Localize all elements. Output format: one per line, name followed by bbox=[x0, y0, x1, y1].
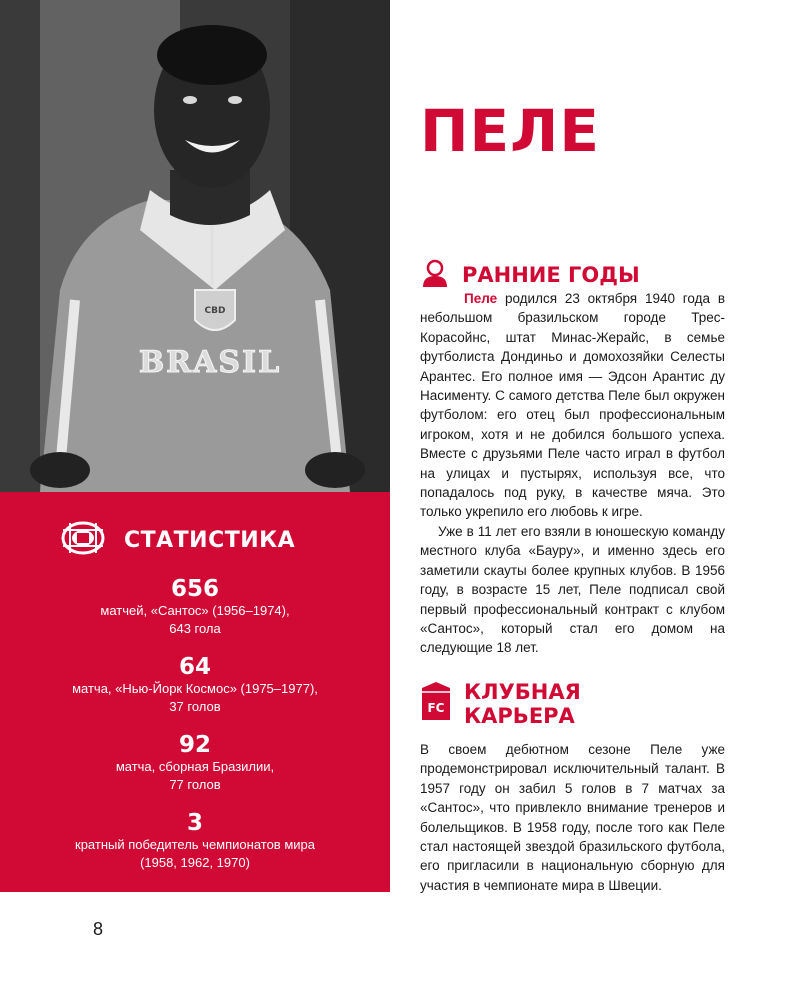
stat-desc-line2: 37 голов bbox=[169, 699, 221, 714]
stat-item bbox=[0, 654, 390, 716]
page-number: 8 bbox=[93, 919, 104, 939]
stats-panel bbox=[0, 492, 390, 892]
badge-text: CBD bbox=[204, 306, 226, 316]
club-career-title-line1: КЛУБНАЯ bbox=[464, 680, 581, 704]
stat-desc-line1: матча, «Нью-Йорк Космос» (1975–1977), bbox=[72, 681, 318, 696]
club-career-paragraph: В своем дебютном сезоне Пеле уже продемонстрировал исключительный талант. В 1957 году он забил 5 голов в 7 матчах за «Сантос», что привлекло внимание тренеров и болельщиков. В 1958 году, после того как Пеле стал настоящей звездой бразильского футбола, его пригласили в национальную сборную для участия в чемпионате мира в Швеции. bbox=[420, 742, 725, 893]
stat-desc-line1: матчей, «Сантос» (1956–1974), bbox=[100, 603, 290, 618]
stat-desc-line2: 77 голов bbox=[169, 777, 221, 792]
early-years-paragraph1: родился 23 октября 1940 года в небольшом бразильском городе Трес-Корасойнс, штат Минас-Жерайс, в семье футболиста Дондиньо и домохозяйки Селесты Арантес. Его полное имя — Эдсон Арантис ду Насименту. С самого детства Пеле был окружен футболом: его отец был профессиональным игроком, хотя и не добился большого успеха. Вместе с друзьями Пеле часто играл в футбол на улицах и пустырях, используя все, что попадалось под руку, в качестве мяча. Это только укрепило его любовь к игре. bbox=[420, 291, 725, 520]
stat-number: 656 bbox=[170, 576, 219, 602]
stat-desc-line1: матча, сборная Бразилии, bbox=[115, 759, 275, 774]
stat-number: 64 bbox=[178, 654, 211, 680]
club-career-header bbox=[420, 680, 581, 728]
stats-header bbox=[60, 518, 295, 562]
stat-item bbox=[0, 810, 390, 872]
early-years-paragraph2: Уже в 11 лет его взяли в юношескую команду местного клуба «Бауру», и именно здесь его заметили скауты более крупных клубов. В 1956 году, в возрасте 15 лет, Пеле подписал свой первый профессиональный контракт с клубом «Сантос», который стал его домом на следующие 18 лет. bbox=[420, 523, 725, 656]
stat-item bbox=[0, 576, 390, 638]
stadium-icon bbox=[60, 518, 106, 562]
stats-title: СТАТИСТИКА bbox=[124, 527, 296, 553]
stat-desc-line1: кратный победитель чемпионатов мира bbox=[75, 837, 315, 852]
club-career-title-line2: КАРЬЕРА bbox=[464, 704, 575, 728]
shirt-text: BRASIL bbox=[138, 345, 282, 380]
person-icon bbox=[420, 258, 450, 292]
page-title: ПЕЛЕ bbox=[420, 97, 600, 165]
stat-item bbox=[0, 732, 390, 794]
stat-desc-line2: (1958, 1962, 1970) bbox=[140, 855, 250, 870]
stat-number: 3 bbox=[186, 810, 203, 836]
fc-icon-text: FC bbox=[427, 701, 445, 715]
stat-desc-line2: 643 гола bbox=[169, 621, 221, 636]
highlight-name: Пеле bbox=[464, 291, 498, 306]
club-career-text bbox=[420, 740, 725, 895]
early-years-title: РАННИЕ ГОДЫ bbox=[462, 263, 640, 287]
early-years-header bbox=[420, 258, 640, 292]
early-years-text bbox=[420, 289, 725, 658]
fc-pennant-icon bbox=[420, 682, 452, 726]
stat-number: 92 bbox=[178, 732, 211, 758]
player-photo bbox=[0, 0, 390, 492]
